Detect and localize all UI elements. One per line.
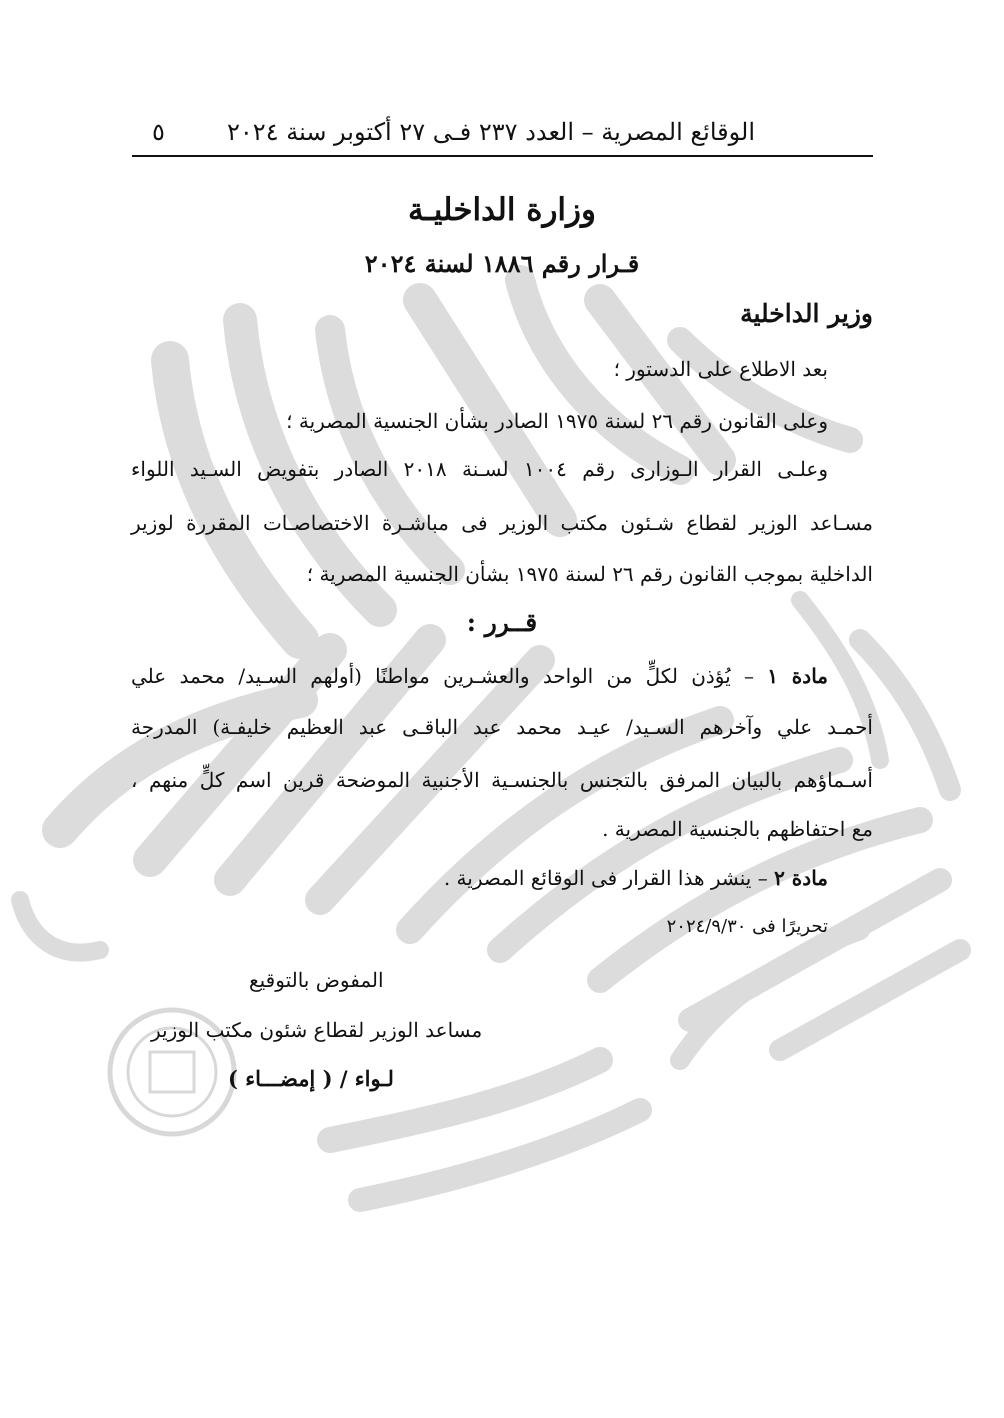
page-number: ٥: [152, 118, 165, 146]
ministry-title: وزارة الداخليـة: [408, 192, 596, 228]
preamble-line-4: مسـاعد الوزير لقطاع شـئون مكتب الوزير فى مباشـرة الاختصاصـات المقررة لوزير: [131, 511, 873, 535]
preamble-line-3: وعلـى القرار الـوزارى رقم ١٠٠٤ لسـنة ٢٠١٨ الصادر بتفويض السـيد اللواء: [131, 457, 828, 481]
article-1-label: مادة ١: [767, 664, 829, 688]
article-1-line-2: أحمـد علي وآخرهم السـيد/ عيـد محمد عبد الباقـى عبد العظيم خليفـة) المدرجة: [131, 715, 873, 739]
article-1-line-1: [131, 659, 828, 693]
date-written: تحريرًا فى ٢٠٢٤/٩/٣٠: [666, 916, 828, 937]
article-2-text: – ينشر هذا القرار فى الوقائع المصرية .: [443, 866, 775, 890]
article-1-text: – يُؤذن لكلٍّ من الواحد والعشـرين مواطنًا (أولهم السـيد/ محمد علي: [131, 664, 768, 688]
issuer-heading: وزير الداخلية: [740, 299, 873, 328]
article-1-line-3: أسـماؤهم بالبيان المرفق بالتجنس بالجنسـية الأجنبية الموضحة قرين اسم كلٍّ منهم ،: [131, 768, 873, 792]
decree-number: قـرار رقم ١٨٨٦ لسنة ٢٠٢٤: [364, 249, 640, 278]
running-head: الوقائع المصرية – العدد ٢٣٧ فـى ٢٧ أكتوبر سنة ٢٠٢٤: [227, 118, 755, 146]
preamble-line-1: بعد الاطلاع على الدستور ؛: [613, 357, 828, 381]
article-2-label: مادة ٢: [774, 866, 828, 890]
signature-title: المفوض بالتوقيع: [249, 968, 384, 992]
article-2-line: [444, 861, 828, 895]
header-rule: [132, 155, 873, 157]
preamble-line-2: وعلى القانون رقم ٢٦ لسنة ١٩٧٥ الصادر بشأن الجنسية المصرية ؛: [286, 409, 828, 433]
decision-heading: قــرر :: [466, 608, 538, 637]
article-1-line-4: مع احتفاظهم بالجنسية المصرية .: [602, 817, 873, 841]
preamble-line-5: الداخلية بموجب القانون رقم ٢٦ لسنة ١٩٧٥ بشأن الجنسية المصرية ؛: [306, 562, 873, 586]
signature-role: مساعد الوزير لقطاع شئون مكتب الوزير: [151, 1018, 483, 1042]
signature-name: لـواء / ( إمضـــاء ): [228, 1066, 394, 1091]
page-header: [132, 116, 873, 148]
